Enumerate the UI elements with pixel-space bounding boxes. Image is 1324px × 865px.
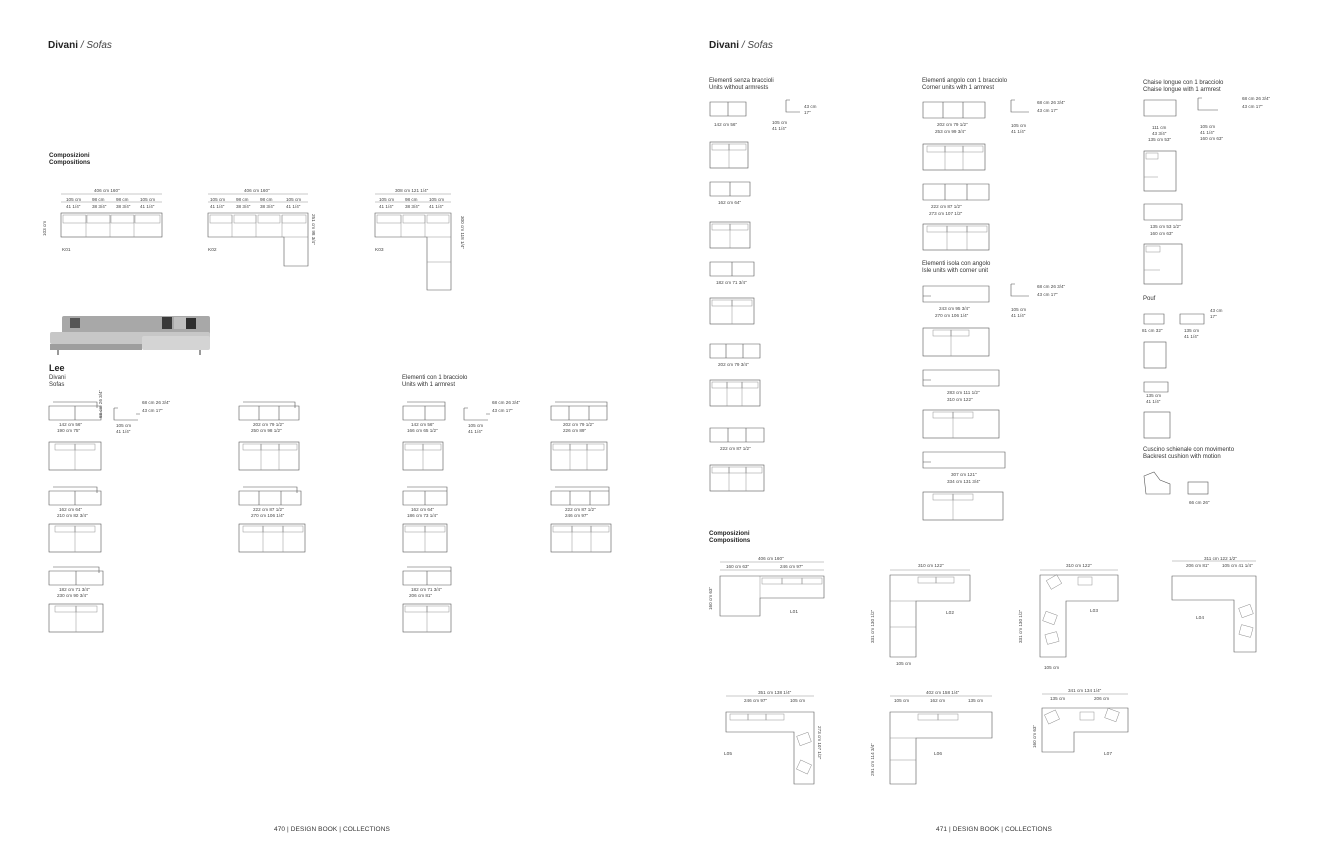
dim: 68 cm 26 3/4" (142, 400, 171, 405)
k01-part-in: 38 3/4" (116, 204, 131, 209)
sofa-plan-b (237, 440, 303, 472)
dim: 41 1/4" (1011, 129, 1026, 134)
dim: 135 cm 53" (1148, 137, 1172, 142)
sofa-plan-e (47, 602, 109, 634)
no-arm-plan (708, 296, 758, 326)
dim: 246 cm 97" (565, 513, 589, 518)
arm-side-profile (450, 398, 530, 438)
l06-part: 105 cm (894, 698, 910, 703)
l03-code: L03 (1090, 609, 1099, 614)
right-compositions-heading (709, 530, 750, 544)
corner-it: Elementi angolo con 1 bracciolo (922, 78, 1008, 84)
dim: 162 cm 64" (59, 507, 83, 512)
dim: 105 cm (1200, 124, 1216, 129)
k02-part: 105 cm (210, 197, 226, 202)
k03-part: 105 cm (429, 197, 445, 202)
isle-plan-c (921, 490, 1007, 522)
dim: 17" (804, 110, 811, 115)
l01-total: 406 cm 160" (758, 556, 784, 561)
dim: 43 cm (804, 104, 817, 109)
dim: 105 cm (116, 423, 132, 428)
l07-part: 206 cm (1094, 696, 1110, 701)
chaise-it: Chaise longue con 1 bracciolo (1143, 80, 1224, 86)
dim: 142 cm 56" (59, 422, 83, 427)
pouf-unit-small (1142, 378, 1182, 408)
dim: 160 cm 63" (1200, 136, 1224, 141)
dim: 68 cm 26 3/4" (492, 400, 521, 405)
isle-plan-a (921, 326, 993, 358)
dim: 222 cm 87 1/2" (565, 507, 596, 512)
one-arm-en: Units with 1 armrest (402, 382, 456, 388)
k03-total: 308 cm 121 1/4" (395, 188, 429, 193)
arm-unit-b (549, 398, 619, 436)
k03-side: 300 cm 118 1/4" (460, 216, 465, 249)
lee-subtitle (49, 375, 66, 389)
dim: 202 cm 79 1/2" (253, 422, 284, 427)
corner-plan-a (921, 142, 989, 172)
l03-side: 331 cm 130 1/2" (1018, 609, 1023, 643)
k03-part-in: 41 1/4" (429, 204, 444, 209)
l05-total: 351 cm 138 1/4" (758, 690, 792, 695)
arm-plan-a (401, 440, 447, 472)
dim: 162 cm 64" (718, 200, 742, 205)
no-arm-plan (708, 140, 752, 170)
k01-part-in: 41 1/4" (66, 204, 81, 209)
dim: 206 cm 81" (409, 593, 433, 598)
dim: 307 cm 121" (951, 472, 977, 477)
k01-code: K01 (62, 248, 71, 253)
l06-total: 402 cm 158 1/4" (926, 690, 960, 695)
dim: 41 1/4" (1146, 399, 1161, 404)
isle-unit-b (921, 366, 1011, 406)
dim: 226 cm 89" (563, 428, 587, 433)
dim: 68 cm 26 3/4" (1037, 284, 1066, 289)
dim: 17" (1210, 314, 1217, 319)
dim: 43 cm 17" (1037, 108, 1058, 113)
k01-part: 105 cm (140, 197, 156, 202)
l02-bottom: 105 cm (896, 661, 912, 666)
dim: 182 cm 71 3/4" (411, 587, 442, 592)
sofa-unit-e (47, 563, 107, 601)
chaise-heading (1143, 80, 1223, 94)
arm-unit-c (401, 483, 455, 521)
cushion-it: Cuscino schienale con movimento (1143, 447, 1235, 453)
dim: 111 cm (1152, 125, 1167, 130)
l01-part: 246 cm 97" (780, 564, 804, 569)
dim: 230 cm 90 3/4" (57, 593, 88, 598)
dim: 41 1/4" (772, 126, 787, 131)
no-arm-unit-222 (708, 424, 768, 458)
dim: 250 cm 98 1/2" (251, 428, 282, 433)
l07-code: L07 (1104, 752, 1113, 757)
k02-total: 406 cm 160" (244, 188, 270, 193)
l01-side: 160 cm 63" (708, 586, 713, 610)
dim: 190 cm 75" (57, 428, 81, 433)
lee-title: Lee (49, 363, 65, 373)
dim: 135 cm (1184, 328, 1200, 333)
no-arm-unit-142 (708, 98, 818, 138)
dim: 68 cm 26 3/4" (1037, 100, 1066, 105)
corner-plan-b (921, 222, 993, 252)
isle-it: Elementi isola con angolo (922, 261, 991, 267)
dim: 41 1/4" (1011, 313, 1026, 318)
isle-plan-b (921, 408, 1003, 440)
dim: 43 cm 17" (1037, 292, 1058, 297)
composition-l06 (868, 690, 1008, 790)
composition-l04 (1170, 556, 1280, 656)
dim: 41 1/4" (116, 429, 131, 434)
header-title: Divani (48, 40, 79, 51)
dim: 135 cm 53 1/2" (1150, 224, 1181, 229)
k02-drawing (206, 188, 326, 273)
left-compositions-heading (49, 152, 90, 166)
k03-part: 98 cm (405, 197, 418, 202)
side-profile (98, 389, 180, 438)
header-title: Divani (709, 40, 740, 51)
dim: 105 cm (468, 423, 484, 428)
isle-en: Isle units with corner unit (922, 268, 989, 274)
corner-heading (922, 78, 1007, 92)
dim: 186 cm 73 1/4" (407, 513, 438, 518)
chaise-plan-b (1142, 242, 1184, 286)
right-page-header (709, 40, 773, 51)
cushion-dim: 66 cm 26" (1189, 500, 1210, 505)
sofa-unit-b (237, 398, 307, 436)
dim: 243 cm 95 3/4" (939, 306, 970, 311)
dim: 273 cm 107 1/2" (929, 211, 963, 216)
one-arm-heading (402, 375, 467, 389)
k03-code: K03 (375, 248, 384, 253)
dim: 202 cm 79 1/2" (937, 122, 968, 127)
dim: 166 cm 65 1/2" (407, 428, 438, 433)
k02-side: 251 cm 98 3/4" (311, 214, 316, 245)
heading-it: Composizioni (49, 152, 90, 159)
dim: 43 cm 17" (142, 408, 163, 413)
dim: 162 cm 64" (411, 507, 435, 512)
l01-part: 160 cm 63" (726, 564, 750, 569)
k01-part: 98 cm (92, 197, 105, 202)
l06-part: 162 cm (930, 698, 946, 703)
k02-part-in: 38 3/4" (236, 204, 251, 209)
dim: 105 cm (1011, 123, 1027, 128)
sofa-unit-d (237, 483, 307, 521)
arm-plan-d (549, 522, 615, 554)
k02-part: 105 cm (286, 197, 302, 202)
dim: 43 cm 17" (1242, 104, 1263, 109)
pouf-plan-square (1142, 410, 1172, 440)
dim: 142 cm 56" (411, 422, 435, 427)
l05-part: 105 cm (790, 698, 806, 703)
heading-en: Compositions (49, 159, 91, 166)
dim: 202 cm 79 1/2" (563, 422, 594, 427)
l02-code: L02 (946, 611, 955, 616)
l05-side: 273 cm 107 1/2" (817, 726, 822, 760)
k02-code: K02 (208, 248, 217, 253)
dim: 41 1/4" (468, 429, 483, 434)
lee-it: Divani (49, 375, 66, 381)
dim: 253 cm 99 3/4" (935, 129, 966, 134)
l07-side: 160 cm 63" (1032, 724, 1037, 748)
corner-unit-b (921, 180, 1001, 220)
sofa-unit-c (47, 483, 107, 521)
dim: 105 cm (1011, 307, 1027, 312)
cushion-heading (1143, 447, 1234, 461)
dim: 81 cm 32" (1142, 328, 1163, 333)
l06-part: 135 cm (968, 698, 984, 703)
l07-total: 341 cm 134 1/4" (1068, 688, 1102, 693)
dim: 222 cm 87 1/2" (253, 507, 284, 512)
l06-side: 291 cm 114 3/4" (870, 743, 875, 776)
chaise-en: Chaise longue with 1 armrest (1143, 87, 1221, 93)
dim: 270 cm 106 1/4" (935, 313, 969, 318)
isle-unit-a (921, 282, 1066, 324)
sofa-illustration (50, 308, 210, 360)
no-arm-plan (708, 463, 766, 493)
k01-part: 98 cm (116, 197, 129, 202)
sofa-plan-d (237, 522, 309, 554)
composition-l01 (706, 556, 846, 622)
composition-l05 (706, 690, 836, 790)
dim: 222 cm 87 1/2" (931, 204, 962, 209)
k02-part-in: 38 3/4" (260, 204, 275, 209)
no-arm-plan (708, 378, 764, 408)
l03-total: 310 cm 122" (1066, 563, 1092, 568)
dim: 334 cm 131 3/4" (947, 479, 981, 484)
k02-part: 98 cm (236, 197, 249, 202)
left-page-header (48, 40, 112, 51)
no-arm-plan (708, 220, 754, 250)
sofa-plan-a (47, 440, 107, 472)
k01-part-in: 38 3/4" (92, 204, 107, 209)
no-arm-unit-202 (708, 340, 768, 374)
no-arm-unit-162 (708, 178, 768, 212)
arm-unit-a (401, 398, 451, 436)
l03-bottom: 105 cm (1044, 665, 1060, 670)
l05-part: 246 cm 97" (744, 698, 768, 703)
no-arm-it: Elementi senza braccioli (709, 78, 774, 84)
composition-k02 (206, 188, 326, 273)
no-arm-heading (709, 78, 774, 92)
composition-l03 (1016, 563, 1126, 678)
dim: 68 cm 26 3/4" (1242, 96, 1271, 101)
dim: 202 cm 79 3/4" (718, 362, 749, 367)
dim: 160 cm 63" (1150, 231, 1174, 236)
dim: 41 1/4" (1200, 130, 1215, 135)
k02-part-in: 41 1/4" (210, 204, 225, 209)
dim: 135 cm (1146, 393, 1162, 398)
pouf-units (1142, 308, 1232, 342)
chaise-plan-a (1142, 149, 1178, 193)
header-subtitle: / Sofas (78, 40, 112, 51)
sofa-plan-c (47, 522, 107, 554)
isle-unit-c (921, 448, 1011, 488)
dim: 210 cm 82 3/4" (57, 513, 88, 518)
k03-part-in: 38 3/4" (405, 204, 420, 209)
heading-en: Compositions (709, 537, 751, 544)
composition-l07 (1030, 688, 1150, 768)
l04-part: 206 cm 81" (1186, 563, 1210, 568)
cushion-drawing (1140, 470, 1220, 500)
dim: 270 cm 106 1/4" (251, 513, 285, 518)
l04-code: L04 (1196, 616, 1205, 621)
no-arm-en: Units without armrests (709, 85, 769, 91)
dim: 105 cm (772, 120, 788, 125)
arm-unit-e (401, 563, 457, 601)
dim: 41 1/4" (1184, 334, 1199, 339)
one-arm-it: Elementi con 1 bracciolo (402, 375, 468, 381)
dim: 43 3/4" (1152, 131, 1167, 136)
pouf-heading: Pouf (1143, 296, 1156, 302)
l07-part: 135 cm (1050, 696, 1066, 701)
lee-en: Sofas (49, 382, 65, 388)
l02-total: 310 cm 122" (918, 563, 944, 568)
k01-total: 406 cm 160" (94, 188, 120, 193)
k03-part: 105 cm (379, 197, 395, 202)
arm-plan-b (549, 440, 611, 472)
dim: 222 cm 87 1/2" (720, 446, 751, 451)
isle-heading (922, 261, 990, 275)
k01-part-in: 41 1/4" (140, 204, 155, 209)
arm-plan-c (401, 522, 451, 554)
l01-code: L01 (790, 610, 799, 615)
k03-drawing (373, 188, 483, 293)
k03-part-in: 41 1/4" (379, 204, 394, 209)
k01-part: 105 cm (66, 197, 82, 202)
dim: 310 cm 122" (947, 397, 973, 402)
pouf-plan (1142, 340, 1168, 370)
composition-k01 (42, 188, 166, 258)
chaise-unit-a (1142, 96, 1271, 148)
arm-unit-d (549, 483, 619, 521)
composition-l02 (868, 563, 978, 678)
k02-part: 98 cm (260, 197, 273, 202)
header-subtitle: / Sofas (739, 40, 773, 51)
dim: 182 cm 71 3/4" (59, 587, 90, 592)
composition-k03 (373, 188, 483, 293)
left-footer: 470 | DESIGN BOOK | COLLECTIONS (274, 826, 390, 833)
k02-part-in: 41 1/4" (286, 204, 301, 209)
cushion-en: Backrest cushion with motion (1143, 454, 1221, 460)
right-footer: 471 | DESIGN BOOK | COLLECTIONS (936, 826, 1052, 833)
dim: 43 cm 17" (492, 408, 513, 413)
lee-sofa-photo (50, 308, 210, 360)
chaise-unit-b (1142, 200, 1212, 244)
h: 68 cm 26 3/4" (98, 389, 103, 418)
no-arm-unit-182 (708, 258, 768, 292)
k01-height: 103 cm (42, 220, 47, 236)
l04-part: 105 cm 41 1/4" (1222, 563, 1253, 568)
arm-plan-e (401, 602, 455, 634)
corner-en: Corner units with 1 armrest (922, 85, 995, 91)
dim: 182 cm 71 3/4" (716, 280, 747, 285)
corner-unit-a (921, 98, 1066, 140)
heading-it: Composizioni (709, 530, 750, 537)
dim: 142 cm 56" (714, 122, 738, 127)
l05-code: L05 (724, 752, 733, 757)
l04-total: 311 cm 122 1/2" (1204, 556, 1237, 561)
l02-side: 331 cm 130 1/2" (870, 609, 875, 643)
l06-code: L06 (934, 752, 943, 757)
dim: 43 cm (1210, 308, 1223, 313)
dim: 283 cm 111 1/2" (947, 390, 980, 395)
